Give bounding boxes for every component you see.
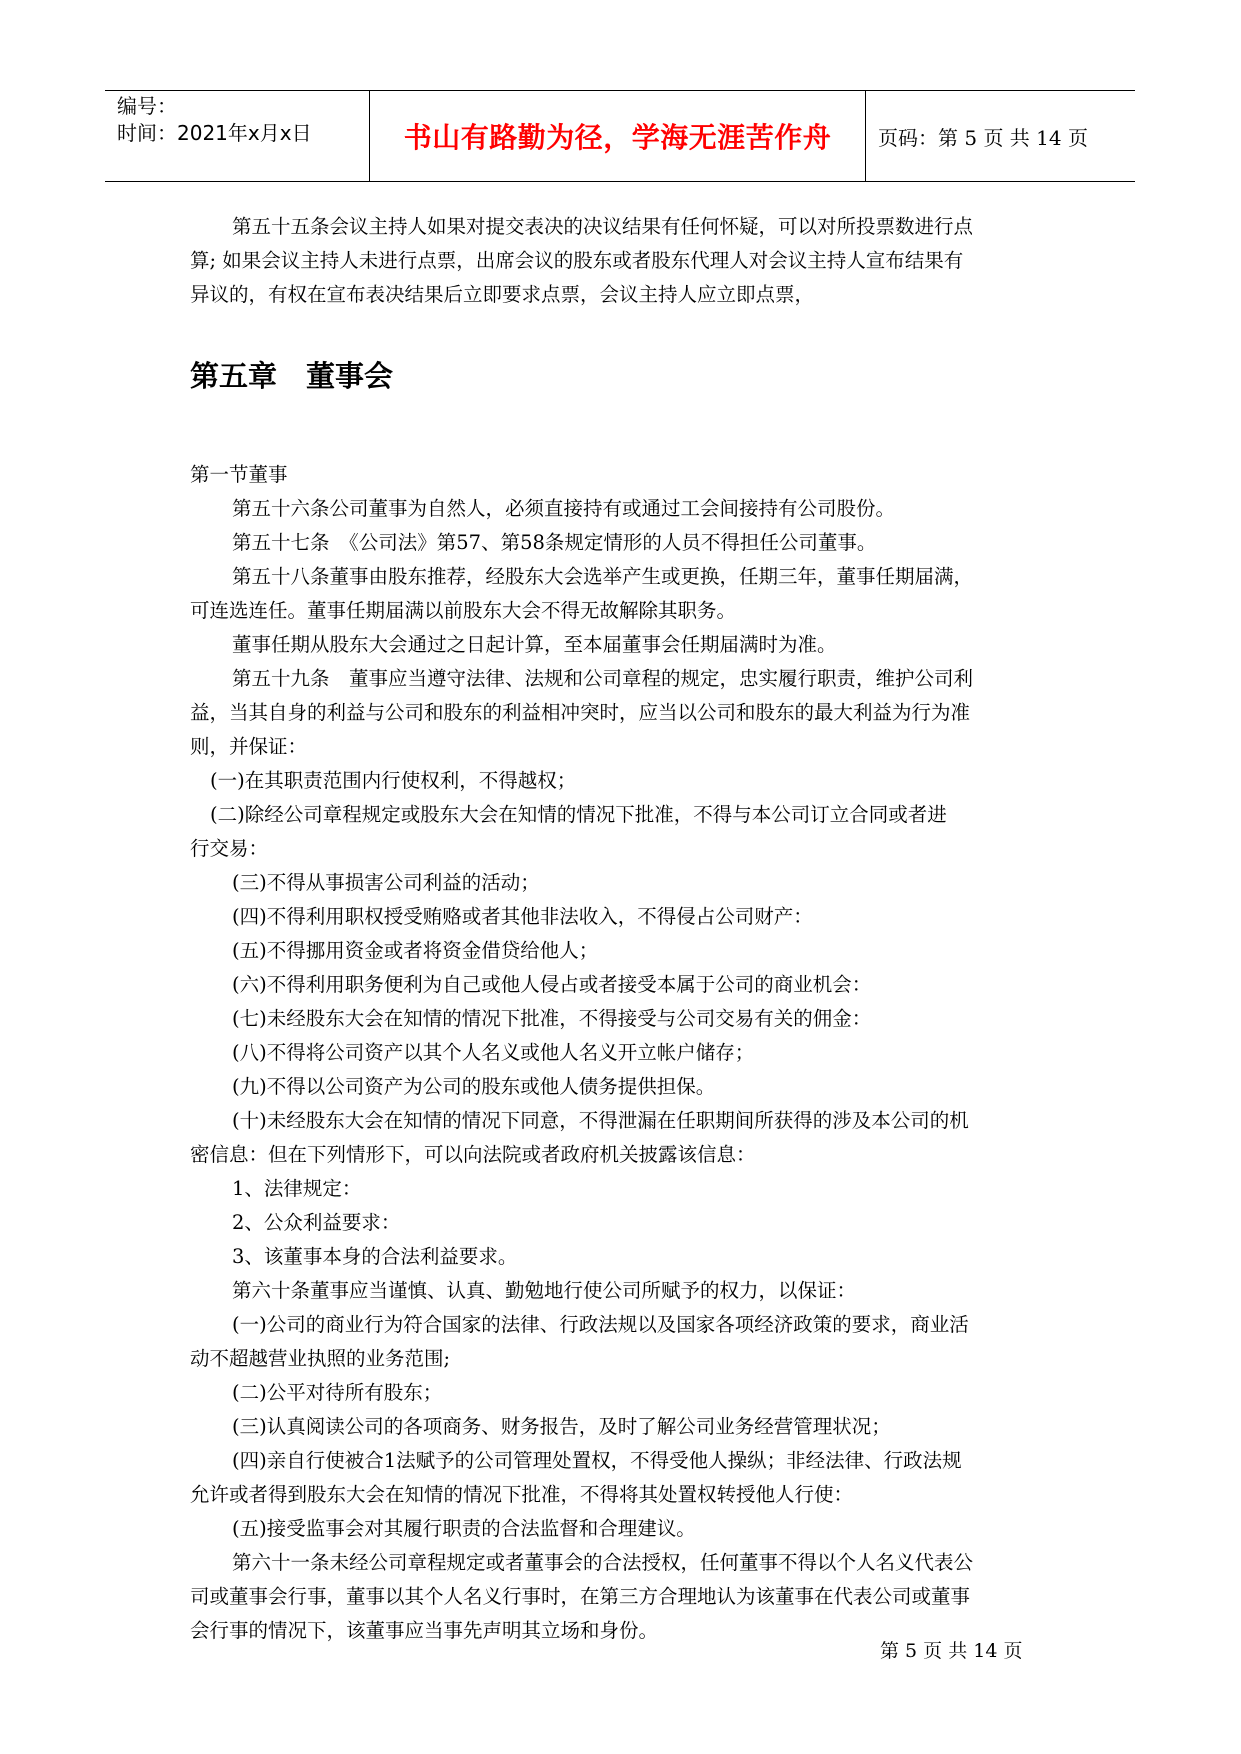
article-55-line: 算; 如果会议主持人未进行点票，出席会议的股东或者股东代理人对会议主持人宣布结果有 — [190, 249, 964, 272]
body-line: 允许或者得到股东大会在知情的情况下批准，不得将其处置权转授他人行使： — [190, 1483, 854, 1506]
article-55-line: 第五十五条会议主持人如果对提交表决的决议结果有任何怀疑，可以对所投票数进行点 — [232, 215, 974, 238]
body-line: (二)公平对待所有股东； — [232, 1381, 443, 1404]
body-line: 益，当其自身的利益与公司和股东的利益相冲突时，应当以公司和股东的最大利益为行为准 — [190, 701, 971, 724]
body-line: 董事任期从股东大会通过之日起计算，至本届董事会任期届满时为准。 — [232, 633, 837, 656]
body-line: (一)在其职责范围内行使权利，不得越权； — [210, 769, 577, 792]
body-line: (二)除经公司章程规定或股东大会在知情的情况下批准，不得与本公司订立合同或者进 — [210, 803, 947, 826]
body-line: (三)认真阅读公司的各项商务、财务报告，及时了解公司业务经营管理状况； — [232, 1415, 891, 1438]
body-line: 1、法律规定： — [232, 1177, 362, 1200]
body-line: 司或董事会行事，董事以其个人名义行事时，在第三方合理地认为该董事在代表公司或董事 — [190, 1585, 971, 1608]
body-line: 动不超越营业执照的业务范围; — [190, 1347, 451, 1370]
body-line: 第五十六条公司董事为自然人，必须直接持有或通过工会间接持有公司股份。 — [232, 497, 896, 520]
body-line: (三)不得从事损害公司利益的活动； — [232, 871, 540, 894]
body-line: 第五十八条董事由股东推荐，经股东大会选举产生或更换，任期三年，董事任期届满， — [232, 565, 974, 588]
page-footer: 第 5 页 共 14 页 — [880, 1640, 1023, 1662]
document-number-label: 编号： — [117, 94, 177, 118]
body-line: (五)接受监事会对其履行职责的合法监督和合理建议。 — [232, 1517, 696, 1540]
body-line: 第六十条董事应当谨慎、认真、勤勉地行使公司所赋予的权力，以保证： — [232, 1279, 857, 1302]
body-line: 2、公众利益要求： — [232, 1211, 401, 1234]
header-page-cell — [866, 91, 1135, 181]
body-line: 则，并保证： — [190, 735, 308, 758]
body-line: (七)未经股东大会在知情的情况下批准，不得接受与公司交易有关的佣金： — [232, 1007, 872, 1030]
body-line: (一)公司的商业行为符合国家的法律、行政法规以及国家各项经济政策的要求，商业活 — [232, 1313, 969, 1336]
body-line: (五)不得挪用资金或者将资金借贷给他人； — [232, 939, 599, 962]
body-line: (六)不得利用职务便利为自己或他人侵占或者接受本属于公司的商业机会： — [232, 973, 872, 996]
body-line: 密信息：但在下列情形下，可以向法院或者政府机关披露该信息： — [190, 1143, 756, 1166]
body-line: (九)不得以公司资产为公司的股东或他人债务提供担保。 — [232, 1075, 716, 1098]
body-line: 3、该董事本身的合法利益要求。 — [232, 1245, 518, 1268]
body-line: 第五十九条 董事应当遵守法律、法规和公司章程的规定，忠实履行职责，维护公司利 — [232, 667, 974, 690]
header-page-code: 页码：第 5 页 共 14 页 — [878, 125, 1088, 150]
body-line: (四)亲自行使被合1法赋予的公司管理处置权，不得受他人操纵；非经法律、行政法规 — [232, 1449, 962, 1472]
body-line: 会行事的情况下，该董事应当事先声明其立场和身份。 — [190, 1619, 659, 1642]
section-title: 第一节董事 — [190, 463, 288, 486]
article-55-line: 异议的，有权在宣布表决结果后立即要求点票，会议主持人应立即点票， — [190, 283, 815, 306]
header-info-cell — [105, 91, 370, 181]
header-motto-cell — [370, 91, 866, 181]
document-time-label: 时间：2021年x月x日 — [117, 121, 312, 145]
body-line: (八)不得将公司资产以其个人名义或他人名义开立帐户储存； — [232, 1041, 755, 1064]
page-header — [105, 90, 1135, 182]
body-line: 行交易： — [190, 837, 269, 860]
header-motto: 书山有路勤为径，学海无涯苦作舟 — [403, 121, 832, 154]
body-line: 可连选连任。董事任期届满以前股东大会不得无故解除其职务。 — [190, 599, 737, 622]
body-lines — [190, 492, 1070, 1648]
body-line: 第五十七条 《公司法》第57、第58条规定情形的人员不得担任公司董事。 — [232, 531, 877, 554]
document-body — [190, 210, 1070, 1648]
chapter-title: 第五章 董事会 — [190, 359, 394, 393]
body-line: 第六十一条未经公司章程规定或者董事会的合法授权，任何董事不得以个人名义代表公 — [232, 1551, 974, 1574]
body-line: (四)不得利用职权授受贿赂或者其他非法收入，不得侵占公司财产： — [232, 905, 813, 928]
body-line: (十)未经股东大会在知情的情况下同意，不得泄漏在任职期间所获得的涉及本公司的机 — [232, 1109, 969, 1132]
